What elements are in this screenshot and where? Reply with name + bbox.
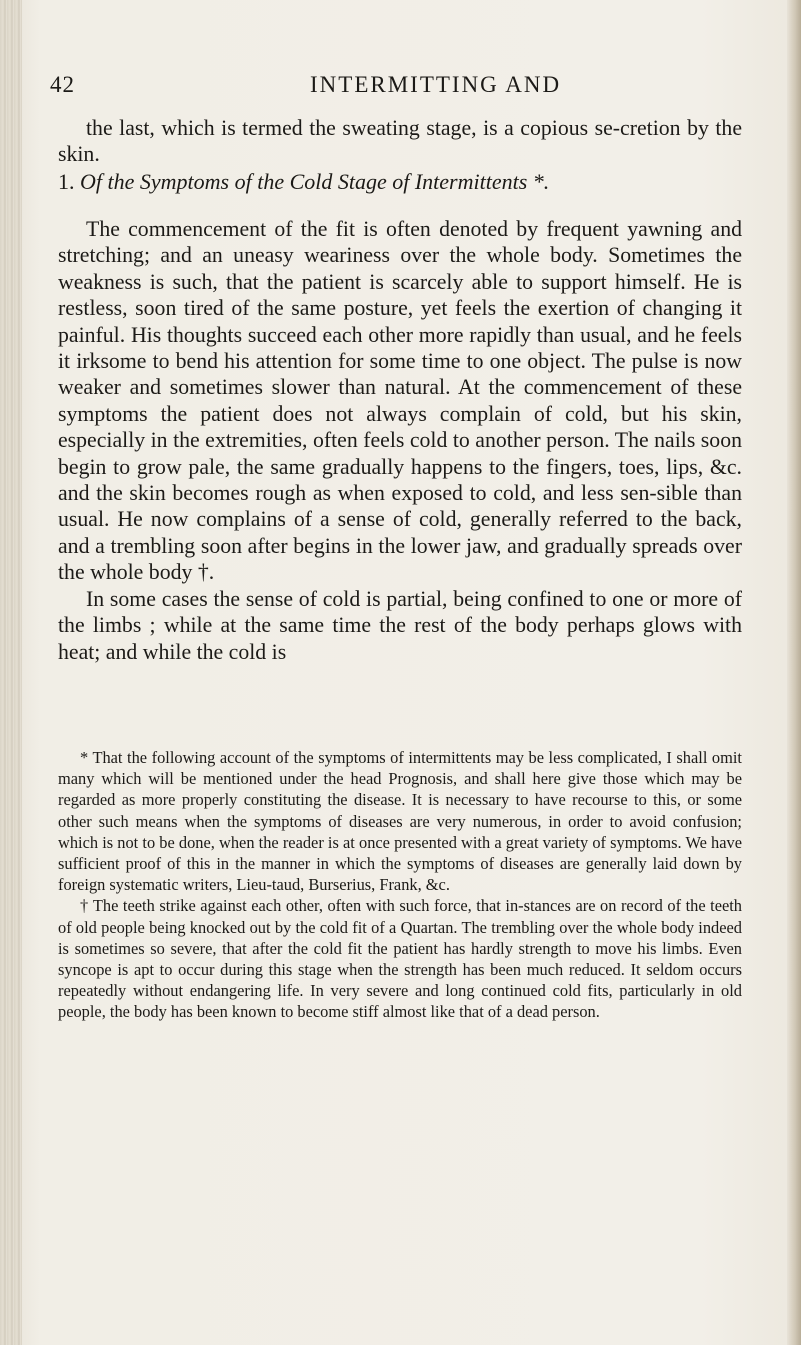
section-title: Of the Symptoms of the Cold Stage of Intermittents *.	[80, 169, 550, 194]
section-number: 1.	[58, 169, 75, 194]
page-binding-edge	[0, 0, 22, 1345]
intro-text-block	[58, 115, 742, 168]
intro-paragraph: the last, which is termed the sweating stage, is a copious se-cretion by the skin.	[58, 116, 742, 167]
body-paragraph: The commencement of the fit is often denoted by frequent yawning and stretching; and an uneasy weariness over the whole body. Sometimes the weakness is such, that the patient is scarcely able to support himself. He is restless, soon tired of the same posture, yet feels the exertion of changing it painful. His thoughts succeed each other more rapidly than usual, and he feels it irksome to bend his attention for some time to one object. The pulse is now weaker and sometimes slower than natural. At the commencement of these symptoms the patient does not always complain of cold, but his skin, especially in the extremities, often feels cold to another person. The nails soon begin to grow pale, the same gradually happens to the fingers, toes, lips, &c. and the skin becomes rough as when exposed to cold, and less sen-sible than usual. He now complains of a sense of cold, generally referred to the back, and a trembling soon after begins in the lower jaw, and gradually spreads over the whole body †.	[58, 217, 742, 585]
footnote: * That the following account of the symptoms of intermittents may be less complicated, I shall omit many which will be mentioned under the head Prognosis, and shall here give those which may be regarded as more properly constituting the disease. It is necessary to have recourse to this, or some other such means when the symptoms of diseases are very numerous, in order to avoid confusion; which is not to be done, when the reader is at once presented with a great variety of symptoms. We have sufficient proof of this in the manner in which the symptoms of diseases are generally laid down by foreign systematic writers, Lieu-taud, Burserius, Frank, &c.	[58, 748, 742, 895]
footnotes	[58, 747, 742, 1023]
page-header	[50, 72, 750, 102]
section-heading	[58, 168, 758, 196]
page-number: 42	[50, 72, 75, 97]
page-right-edge	[787, 0, 801, 1345]
body-paragraph: In some cases the sense of cold is partial, being confined to one or more of the limbs ; while at the same time the rest of the body perhaps glows with heat; and while the cold is	[58, 586, 742, 664]
main-text-block	[58, 216, 742, 665]
running-title: INTERMITTING AND	[310, 72, 562, 97]
footnote: † The teeth strike against each other, often with such force, that in-stances are on record of the teeth of old people being knocked out by the cold fit of a Quartan. The trembling over the whole body indeed is sometimes so severe, that after the cold fit the patient has hardly strength to move his limbs. Even syncope is apt to occur during this stage when the strength has been much reduced. It seldom occurs repeatedly without endangering life. In very severe and long continued cold fits, particularly in old people, the body has been known to become stiff almost like that of a dead person.	[58, 896, 742, 1022]
